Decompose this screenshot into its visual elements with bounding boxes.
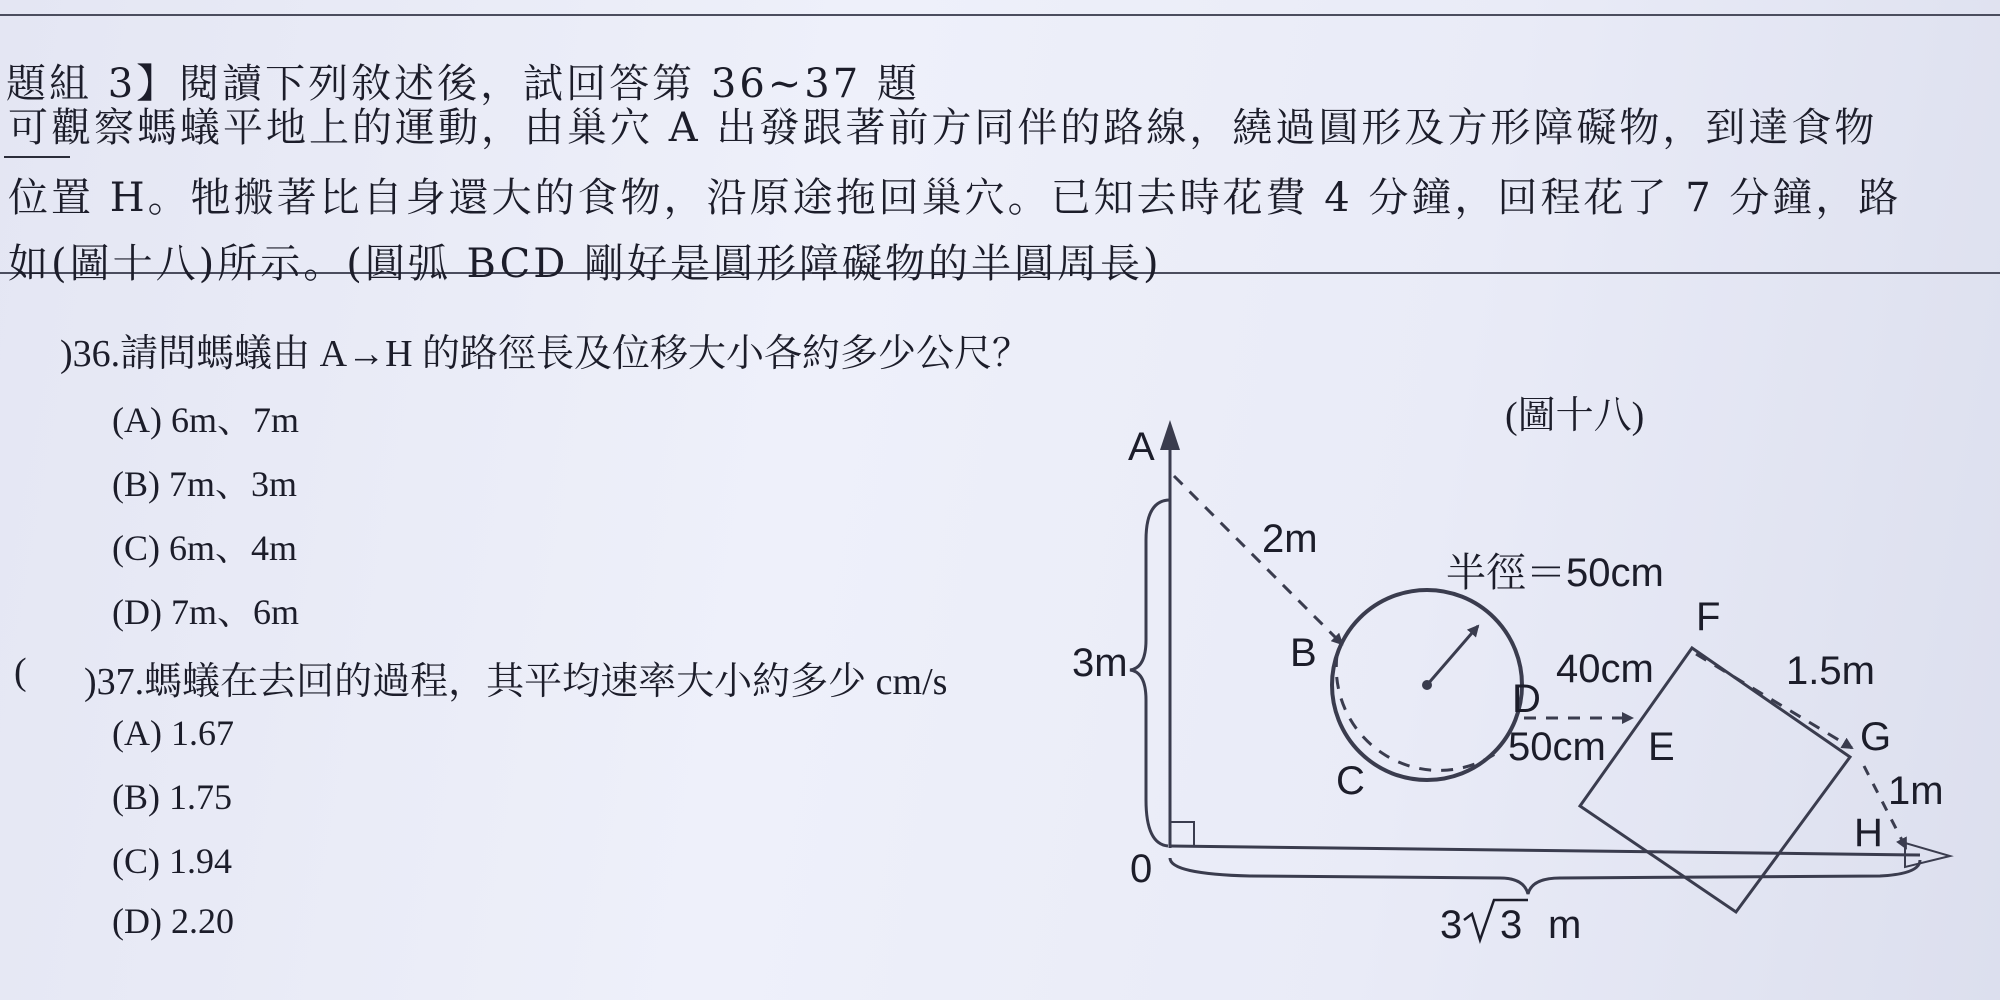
q36-option-c[interactable]: (C) 6m、4m: [112, 528, 297, 568]
label-40cm: 40cm: [1556, 647, 1654, 691]
label-d: D: [1512, 677, 1541, 721]
q37-option-d[interactable]: (D) 2.20: [112, 901, 234, 941]
label-f: F: [1696, 595, 1721, 639]
base-brace: [1170, 858, 1920, 894]
label-base-radicand: 3: [1500, 903, 1523, 947]
q36-option-d[interactable]: (D) 7m、6m: [112, 592, 299, 632]
label-e: E: [1648, 725, 1675, 769]
q36-option-b[interactable]: (B) 7m、3m: [112, 464, 297, 504]
label-base-coef: 3: [1440, 903, 1463, 947]
q37-option-a[interactable]: (A) 1.67: [112, 713, 234, 753]
passage-line-2: 位置 H。牠搬著比自身還大的食物，沿原途拖回巢穴。已知去時花費 4 分鐘，回程花了 7 分鐘，路: [8, 175, 1902, 221]
label-a: A: [1128, 425, 1155, 469]
x-axis: [1170, 846, 1920, 855]
label-radius: 半徑＝50cm: [1446, 551, 1664, 595]
figure-caption: (圖十八): [1505, 395, 1645, 437]
passage-line-1: 可觀察螞蟻平地上的運動，由巢穴 A 出發跟著前方同伴的路線，繞過圓形及方形障礙物，到達食物: [8, 105, 1878, 151]
label-50cm: 50cm: [1508, 725, 1606, 769]
q37-option-b[interactable]: (B) 1.75: [112, 777, 232, 817]
label-h: H: [1854, 811, 1883, 855]
right-angle-marker: [1170, 822, 1194, 846]
label-fg-length: 1.5m: [1786, 649, 1875, 693]
label-base-unit: m: [1548, 903, 1582, 947]
label-origin: 0: [1130, 847, 1153, 891]
label-b: B: [1290, 631, 1317, 675]
question-36: )36.請問螞蟻由 A→H 的路徑長及位移大小各約多少公尺？: [60, 333, 1031, 375]
group-title: 題組 3】閱讀下列敘述後，試回答第 36~37 題: [6, 61, 920, 107]
question-37: )37.螞蟻在去回的過程，其平均速率大小約多少 cm/s: [84, 661, 948, 703]
label-g: G: [1860, 715, 1892, 759]
radius-arrow: [1427, 626, 1478, 685]
label-gh-length: 1m: [1888, 769, 1944, 813]
passage-line-3: 如(圖十八)所示。(圓弧 BCD 剛好是圓形障礙物的半圓周長): [8, 241, 1162, 287]
q37-option-c[interactable]: (C) 1.94: [112, 841, 232, 881]
label-c: C: [1336, 759, 1365, 803]
label-height: 3m: [1072, 641, 1128, 685]
q36-option-a[interactable]: (A) 6m、7m: [112, 400, 299, 440]
height-brace: [1130, 500, 1170, 846]
q37-answer-paren: (: [14, 651, 27, 693]
y-axis-arrow: [1160, 420, 1180, 450]
label-ab-length: 2m: [1262, 517, 1318, 561]
